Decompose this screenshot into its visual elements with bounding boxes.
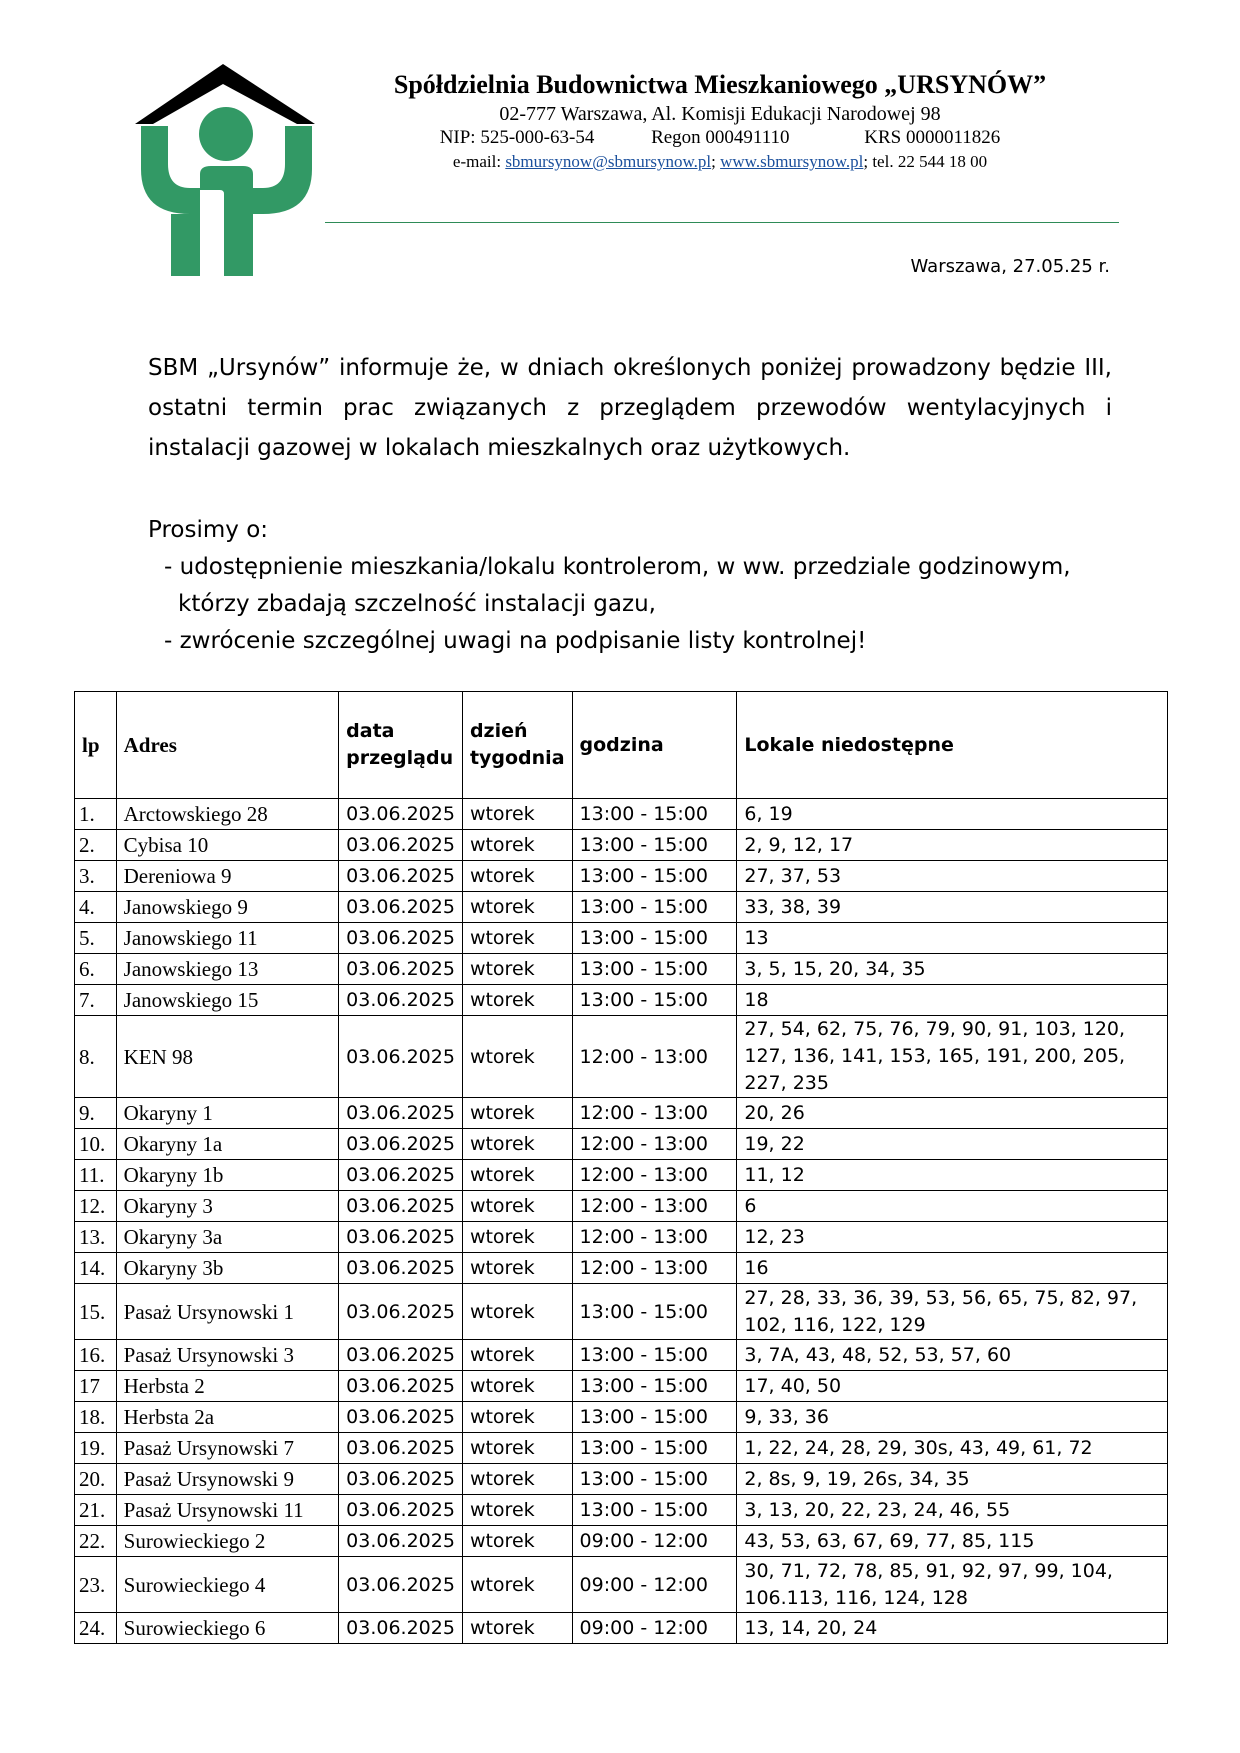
row-weekday-cell: wtorek <box>462 1129 572 1160</box>
row-weekday-cell: wtorek <box>462 1464 572 1495</box>
row-date-cell: 03.06.2025 <box>339 1098 463 1129</box>
row-weekday-cell: wtorek <box>462 1016 572 1098</box>
table-row <box>75 1557 1168 1613</box>
nip-number: NIP: 525-000-63-54 <box>439 127 595 148</box>
row-weekday-cell: wtorek <box>462 1557 572 1613</box>
row-time-cell: 09:00 - 12:00 <box>572 1526 737 1557</box>
row-weekday-cell: wtorek <box>462 1340 572 1371</box>
row-address-cell: Herbsta 2 <box>116 1371 339 1402</box>
table-row <box>75 1191 1168 1222</box>
row-address-cell: Dereniowa 9 <box>116 861 339 892</box>
row-lp-cell: 16. <box>75 1340 117 1371</box>
row-date-cell: 03.06.2025 <box>339 1433 463 1464</box>
row-address-cell: Okaryny 3b <box>116 1253 339 1284</box>
row-lp-cell: 4. <box>75 892 117 923</box>
row-weekday-cell: wtorek <box>462 1526 572 1557</box>
table-row <box>75 1495 1168 1526</box>
row-date-cell: 03.06.2025 <box>339 1016 463 1098</box>
row-address-cell: Surowieckiego 2 <box>116 1526 339 1557</box>
row-date-cell: 03.06.2025 <box>339 1253 463 1284</box>
row-unavailable-units-cell: 13 <box>737 923 1168 954</box>
row-address-cell: Okaryny 3 <box>116 1191 339 1222</box>
row-date-cell: 03.06.2025 <box>339 1129 463 1160</box>
row-date-cell: 03.06.2025 <box>339 923 463 954</box>
row-weekday-cell: wtorek <box>462 1160 572 1191</box>
row-unavailable-units-cell: 13, 14, 20, 24 <box>737 1613 1168 1644</box>
request-bullet-2: - zwrócenie szczególnej uwagi na podpisanie listy kontrolnej! <box>164 628 867 654</box>
row-time-cell: 09:00 - 12:00 <box>572 1557 737 1613</box>
krs-number: KRS 0000011826 <box>864 127 1001 148</box>
row-unavailable-units-cell: 43, 53, 63, 67, 69, 77, 85, 115 <box>737 1526 1168 1557</box>
row-unavailable-units-cell: 27, 28, 33, 36, 39, 53, 56, 65, 75, 82, 97, 102, 116, 122, 129 <box>737 1284 1168 1340</box>
row-date-cell: 03.06.2025 <box>339 892 463 923</box>
row-unavailable-units-cell: 3, 7A, 43, 48, 52, 53, 57, 60 <box>737 1340 1168 1371</box>
row-weekday-cell: wtorek <box>462 892 572 923</box>
row-date-cell: 03.06.2025 <box>339 861 463 892</box>
row-unavailable-units-cell: 18 <box>737 985 1168 1016</box>
row-unavailable-units-cell: 16 <box>737 1253 1168 1284</box>
row-date-cell: 03.06.2025 <box>339 985 463 1016</box>
table-row <box>75 830 1168 861</box>
row-date-cell: 03.06.2025 <box>339 1371 463 1402</box>
request-heading: Prosimy o: <box>148 517 269 543</box>
table-row <box>75 1526 1168 1557</box>
row-weekday-cell: wtorek <box>462 1613 572 1644</box>
request-section <box>148 512 1118 660</box>
column-header-adres: Adres <box>116 692 339 799</box>
row-weekday-cell: wtorek <box>462 923 572 954</box>
row-time-cell: 13:00 - 15:00 <box>572 1402 737 1433</box>
table-row <box>75 1160 1168 1191</box>
table-header-row <box>75 692 1168 799</box>
organization-contact <box>330 150 1110 174</box>
email-prefix: e-mail: <box>452 152 506 171</box>
row-date-cell: 03.06.2025 <box>339 1340 463 1371</box>
row-unavailable-units-cell: 1, 22, 24, 28, 29, 30s, 43, 49, 61, 72 <box>737 1433 1168 1464</box>
row-time-cell: 13:00 - 15:00 <box>572 923 737 954</box>
row-lp-cell: 13. <box>75 1222 117 1253</box>
sbm-ursynow-logo <box>135 64 320 276</box>
row-lp-cell: 18. <box>75 1402 117 1433</box>
row-weekday-cell: wtorek <box>462 1253 572 1284</box>
row-time-cell: 13:00 - 15:00 <box>572 985 737 1016</box>
row-date-cell: 03.06.2025 <box>339 1222 463 1253</box>
row-unavailable-units-cell: 19, 22 <box>737 1129 1168 1160</box>
row-lp-cell: 8. <box>75 1016 117 1098</box>
row-lp-cell: 15. <box>75 1284 117 1340</box>
column-header-godzina: godzina <box>572 692 737 799</box>
row-lp-cell: 21. <box>75 1495 117 1526</box>
row-address-cell: KEN 98 <box>116 1016 339 1098</box>
row-time-cell: 12:00 - 13:00 <box>572 1222 737 1253</box>
row-time-cell: 13:00 - 15:00 <box>572 1433 737 1464</box>
row-unavailable-units-cell: 20, 26 <box>737 1098 1168 1129</box>
table-row <box>75 892 1168 923</box>
row-weekday-cell: wtorek <box>462 1402 572 1433</box>
row-time-cell: 09:00 - 12:00 <box>572 1613 737 1644</box>
row-time-cell: 13:00 - 15:00 <box>572 861 737 892</box>
row-address-cell: Okaryny 1b <box>116 1160 339 1191</box>
row-address-cell: Janowskiego 13 <box>116 954 339 985</box>
row-address-cell: Janowskiego 15 <box>116 985 339 1016</box>
table-row <box>75 985 1168 1016</box>
row-lp-cell: 23. <box>75 1557 117 1613</box>
row-weekday-cell: wtorek <box>462 830 572 861</box>
email-link[interactable]: sbmursynow@sbmursynow.pl <box>505 152 712 171</box>
row-address-cell: Pasaż Ursynowski 7 <box>116 1433 339 1464</box>
row-weekday-cell: wtorek <box>462 1433 572 1464</box>
intro-paragraph: SBM „Ursynów” informuje że, w dniach określonych poniżej prowadzony będzie III, ostatni termin prac związanych z przeglądem przewodów wentylacyjnych i instalacji gazowej w lokalach mieszkalnych oraz użytkowych. <box>148 355 1112 461</box>
request-bullet-1-continuation: którzy zbadają szczelność instalacji gazu, <box>178 591 656 617</box>
row-unavailable-units-cell: 6 <box>737 1191 1168 1222</box>
row-lp-cell: 2. <box>75 830 117 861</box>
row-lp-cell: 11. <box>75 1160 117 1191</box>
row-date-cell: 03.06.2025 <box>339 1526 463 1557</box>
organization-name: Spółdzielnia Budownictwa Mieszkaniowego „URSYNÓW” <box>393 70 1047 99</box>
row-time-cell: 13:00 - 15:00 <box>572 892 737 923</box>
row-address-cell: Okaryny 1 <box>116 1098 339 1129</box>
row-lp-cell: 5. <box>75 923 117 954</box>
row-address-cell: Cybisa 10 <box>116 830 339 861</box>
row-weekday-cell: wtorek <box>462 1098 572 1129</box>
row-lp-cell: 20. <box>75 1464 117 1495</box>
row-unavailable-units-cell: 12, 23 <box>737 1222 1168 1253</box>
row-time-cell: 13:00 - 15:00 <box>572 1371 737 1402</box>
organization-header <box>330 68 1110 174</box>
row-address-cell: Surowieckiego 6 <box>116 1613 339 1644</box>
row-time-cell: 13:00 - 15:00 <box>572 954 737 985</box>
table-row <box>75 1222 1168 1253</box>
row-date-cell: 03.06.2025 <box>339 1284 463 1340</box>
row-lp-cell: 19. <box>75 1433 117 1464</box>
column-header-lokale: Lokale niedostępne <box>737 692 1168 799</box>
row-weekday-cell: wtorek <box>462 861 572 892</box>
row-unavailable-units-cell: 9, 33, 36 <box>737 1402 1168 1433</box>
table-row <box>75 799 1168 830</box>
table-row <box>75 861 1168 892</box>
row-lp-cell: 12. <box>75 1191 117 1222</box>
row-lp-cell: 9. <box>75 1098 117 1129</box>
row-date-cell: 03.06.2025 <box>339 1495 463 1526</box>
logo-head <box>199 107 253 161</box>
row-weekday-cell: wtorek <box>462 954 572 985</box>
row-weekday-cell: wtorek <box>462 799 572 830</box>
table-row <box>75 1613 1168 1644</box>
table-row <box>75 954 1168 985</box>
phone-number: ; tel. 22 544 18 00 <box>863 152 988 171</box>
row-lp-cell: 17 <box>75 1371 117 1402</box>
table-row <box>75 1016 1168 1098</box>
row-lp-cell: 24. <box>75 1613 117 1644</box>
table-row <box>75 1340 1168 1371</box>
row-address-cell: Janowskiego 11 <box>116 923 339 954</box>
row-address-cell: Okaryny 1a <box>116 1129 339 1160</box>
regon-number: Regon 000491110 <box>651 127 790 148</box>
row-address-cell: Pasaż Ursynowski 3 <box>116 1340 339 1371</box>
row-lp-cell: 22. <box>75 1526 117 1557</box>
row-unavailable-units-cell: 3, 5, 15, 20, 34, 35 <box>737 954 1168 985</box>
row-lp-cell: 10. <box>75 1129 117 1160</box>
row-lp-cell: 7. <box>75 985 117 1016</box>
row-weekday-cell: wtorek <box>462 1284 572 1340</box>
row-weekday-cell: wtorek <box>462 1495 572 1526</box>
row-unavailable-units-cell: 30, 71, 72, 78, 85, 91, 92, 97, 99, 104, 106.113, 116, 124, 128 <box>737 1557 1168 1613</box>
row-time-cell: 12:00 - 13:00 <box>572 1160 737 1191</box>
row-time-cell: 13:00 - 15:00 <box>572 799 737 830</box>
row-time-cell: 13:00 - 15:00 <box>572 1495 737 1526</box>
row-date-cell: 03.06.2025 <box>339 1160 463 1191</box>
row-address-cell: Okaryny 3a <box>116 1222 339 1253</box>
row-unavailable-units-cell: 6, 19 <box>737 799 1168 830</box>
row-date-cell: 03.06.2025 <box>339 830 463 861</box>
row-address-cell: Herbsta 2a <box>116 1402 339 1433</box>
header-divider <box>325 222 1119 223</box>
row-lp-cell: 1. <box>75 799 117 830</box>
row-unavailable-units-cell: 27, 37, 53 <box>737 861 1168 892</box>
table-row <box>75 1253 1168 1284</box>
contact-separator: ; <box>711 152 721 171</box>
row-date-cell: 03.06.2025 <box>339 1557 463 1613</box>
row-date-cell: 03.06.2025 <box>339 1191 463 1222</box>
row-time-cell: 12:00 - 13:00 <box>572 1253 737 1284</box>
row-time-cell: 13:00 - 15:00 <box>572 1284 737 1340</box>
document-date: Warszawa, 27.05.25 r. <box>910 256 1110 277</box>
row-time-cell: 12:00 - 13:00 <box>572 1129 737 1160</box>
row-unavailable-units-cell: 2, 8s, 9, 19, 26s, 34, 35 <box>737 1464 1168 1495</box>
row-date-cell: 03.06.2025 <box>339 1464 463 1495</box>
row-time-cell: 13:00 - 15:00 <box>572 1464 737 1495</box>
row-address-cell: Janowskiego 9 <box>116 892 339 923</box>
row-weekday-cell: wtorek <box>462 985 572 1016</box>
row-weekday-cell: wtorek <box>462 1371 572 1402</box>
table-body <box>75 799 1168 1644</box>
row-unavailable-units-cell: 27, 54, 62, 75, 76, 79, 90, 91, 103, 120, 127, 136, 141, 153, 165, 191, 200, 205, 227, 235 <box>737 1016 1168 1098</box>
table-row <box>75 923 1168 954</box>
inspection-schedule-table <box>74 691 1168 1644</box>
table-row <box>75 1098 1168 1129</box>
row-weekday-cell: wtorek <box>462 1222 572 1253</box>
row-lp-cell: 3. <box>75 861 117 892</box>
table-row <box>75 1433 1168 1464</box>
row-date-cell: 03.06.2025 <box>339 799 463 830</box>
row-address-cell: Pasaż Ursynowski 11 <box>116 1495 339 1526</box>
row-time-cell: 13:00 - 15:00 <box>572 830 737 861</box>
row-unavailable-units-cell: 11, 12 <box>737 1160 1168 1191</box>
table-row <box>75 1129 1168 1160</box>
column-header-data: data przeglądu <box>339 692 463 799</box>
column-header-dzien: dzień tygodnia <box>462 692 572 799</box>
row-lp-cell: 14. <box>75 1253 117 1284</box>
row-address-cell: Pasaż Ursynowski 1 <box>116 1284 339 1340</box>
row-time-cell: 12:00 - 13:00 <box>572 1191 737 1222</box>
table-row <box>75 1402 1168 1433</box>
row-unavailable-units-cell: 17, 40, 50 <box>737 1371 1168 1402</box>
row-date-cell: 03.06.2025 <box>339 1402 463 1433</box>
row-time-cell: 12:00 - 13:00 <box>572 1016 737 1098</box>
row-time-cell: 13:00 - 15:00 <box>572 1340 737 1371</box>
row-lp-cell: 6. <box>75 954 117 985</box>
table-row <box>75 1371 1168 1402</box>
row-address-cell: Pasaż Ursynowski 9 <box>116 1464 339 1495</box>
row-time-cell: 12:00 - 13:00 <box>572 1098 737 1129</box>
row-address-cell: Surowieckiego 4 <box>116 1557 339 1613</box>
row-date-cell: 03.06.2025 <box>339 954 463 985</box>
table-row <box>75 1284 1168 1340</box>
row-unavailable-units-cell: 2, 9, 12, 17 <box>737 830 1168 861</box>
row-date-cell: 03.06.2025 <box>339 1613 463 1644</box>
request-bullet-1: - udostępnienie mieszkania/lokalu kontrolerom, w ww. przedziale godzinowym, <box>164 554 1071 580</box>
website-link[interactable]: www.sbmursynow.pl <box>720 152 864 171</box>
row-weekday-cell: wtorek <box>462 1191 572 1222</box>
column-header-lp: lp <box>75 692 117 799</box>
table-row <box>75 1464 1168 1495</box>
row-address-cell: Arctowskiego 28 <box>116 799 339 830</box>
row-unavailable-units-cell: 33, 38, 39 <box>737 892 1168 923</box>
organization-address: 02-777 Warszawa, Al. Komisji Edukacji Narodowej 98 <box>499 103 941 125</box>
row-unavailable-units-cell: 3, 13, 20, 22, 23, 24, 46, 55 <box>737 1495 1168 1526</box>
organization-ids <box>330 126 1110 150</box>
